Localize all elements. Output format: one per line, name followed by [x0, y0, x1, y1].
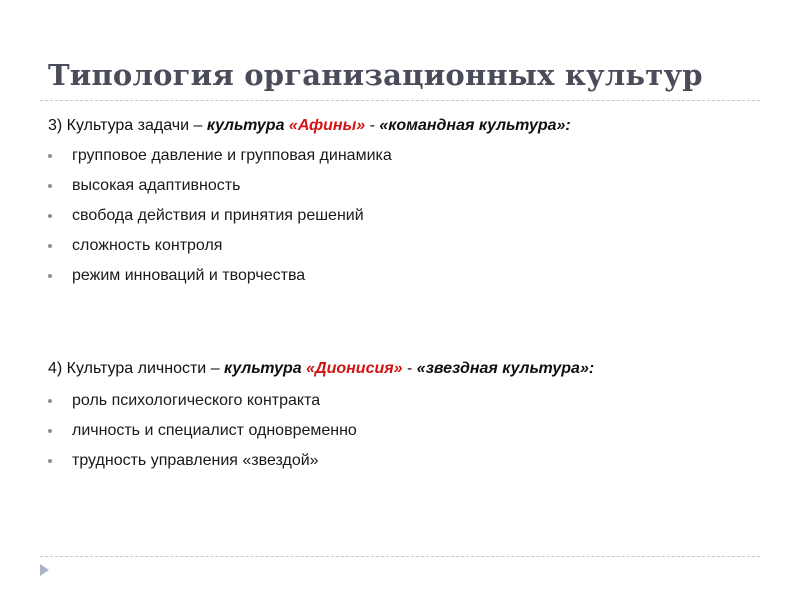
slide-title: Типология организационных культур	[48, 58, 703, 92]
section-4-name: «Дионисия»	[306, 360, 403, 377]
section-3-sep: -	[365, 117, 380, 134]
section-3-prefix: 3) Культура задачи –	[48, 117, 207, 134]
bullet-icon	[48, 459, 52, 463]
bullet-icon	[48, 429, 52, 433]
title-divider	[40, 100, 760, 101]
bullet-icon	[48, 399, 52, 403]
section-4-italic1: культура	[224, 360, 307, 377]
footer-divider	[40, 556, 760, 557]
section-4-prefix: 4) Культура личности –	[48, 360, 225, 377]
bullet-icon	[48, 184, 52, 188]
section-4-heading	[48, 360, 594, 378]
section-3-name: «Афины»	[288, 117, 366, 134]
bullet-icon	[48, 244, 52, 248]
bullet-icon	[48, 214, 52, 218]
triangle-right-icon[interactable]	[40, 564, 49, 576]
slide: Типология организационных культур 3) Культура задачи – культура «Афины» - «командная культура»: групповое давление и групповая динамика высокая адаптивность свобода действия и принятия решений сложность контроля режим инноваций и творчества 4) Культура личности – культура «Дионисия» - «звездная культура»: роль психологического контракта личность и специалист одновременно трудность управления «звездой»	[0, 0, 800, 600]
section-3-italic2: «командная культура»:	[379, 117, 571, 134]
section-4-sep: -	[402, 360, 417, 377]
section-3-italic1: культура	[206, 117, 289, 134]
bullet-icon	[48, 274, 52, 278]
bullet-icon	[48, 154, 52, 158]
section-3-heading	[48, 117, 571, 135]
section-4-italic2: «звездная культура»:	[416, 360, 595, 377]
